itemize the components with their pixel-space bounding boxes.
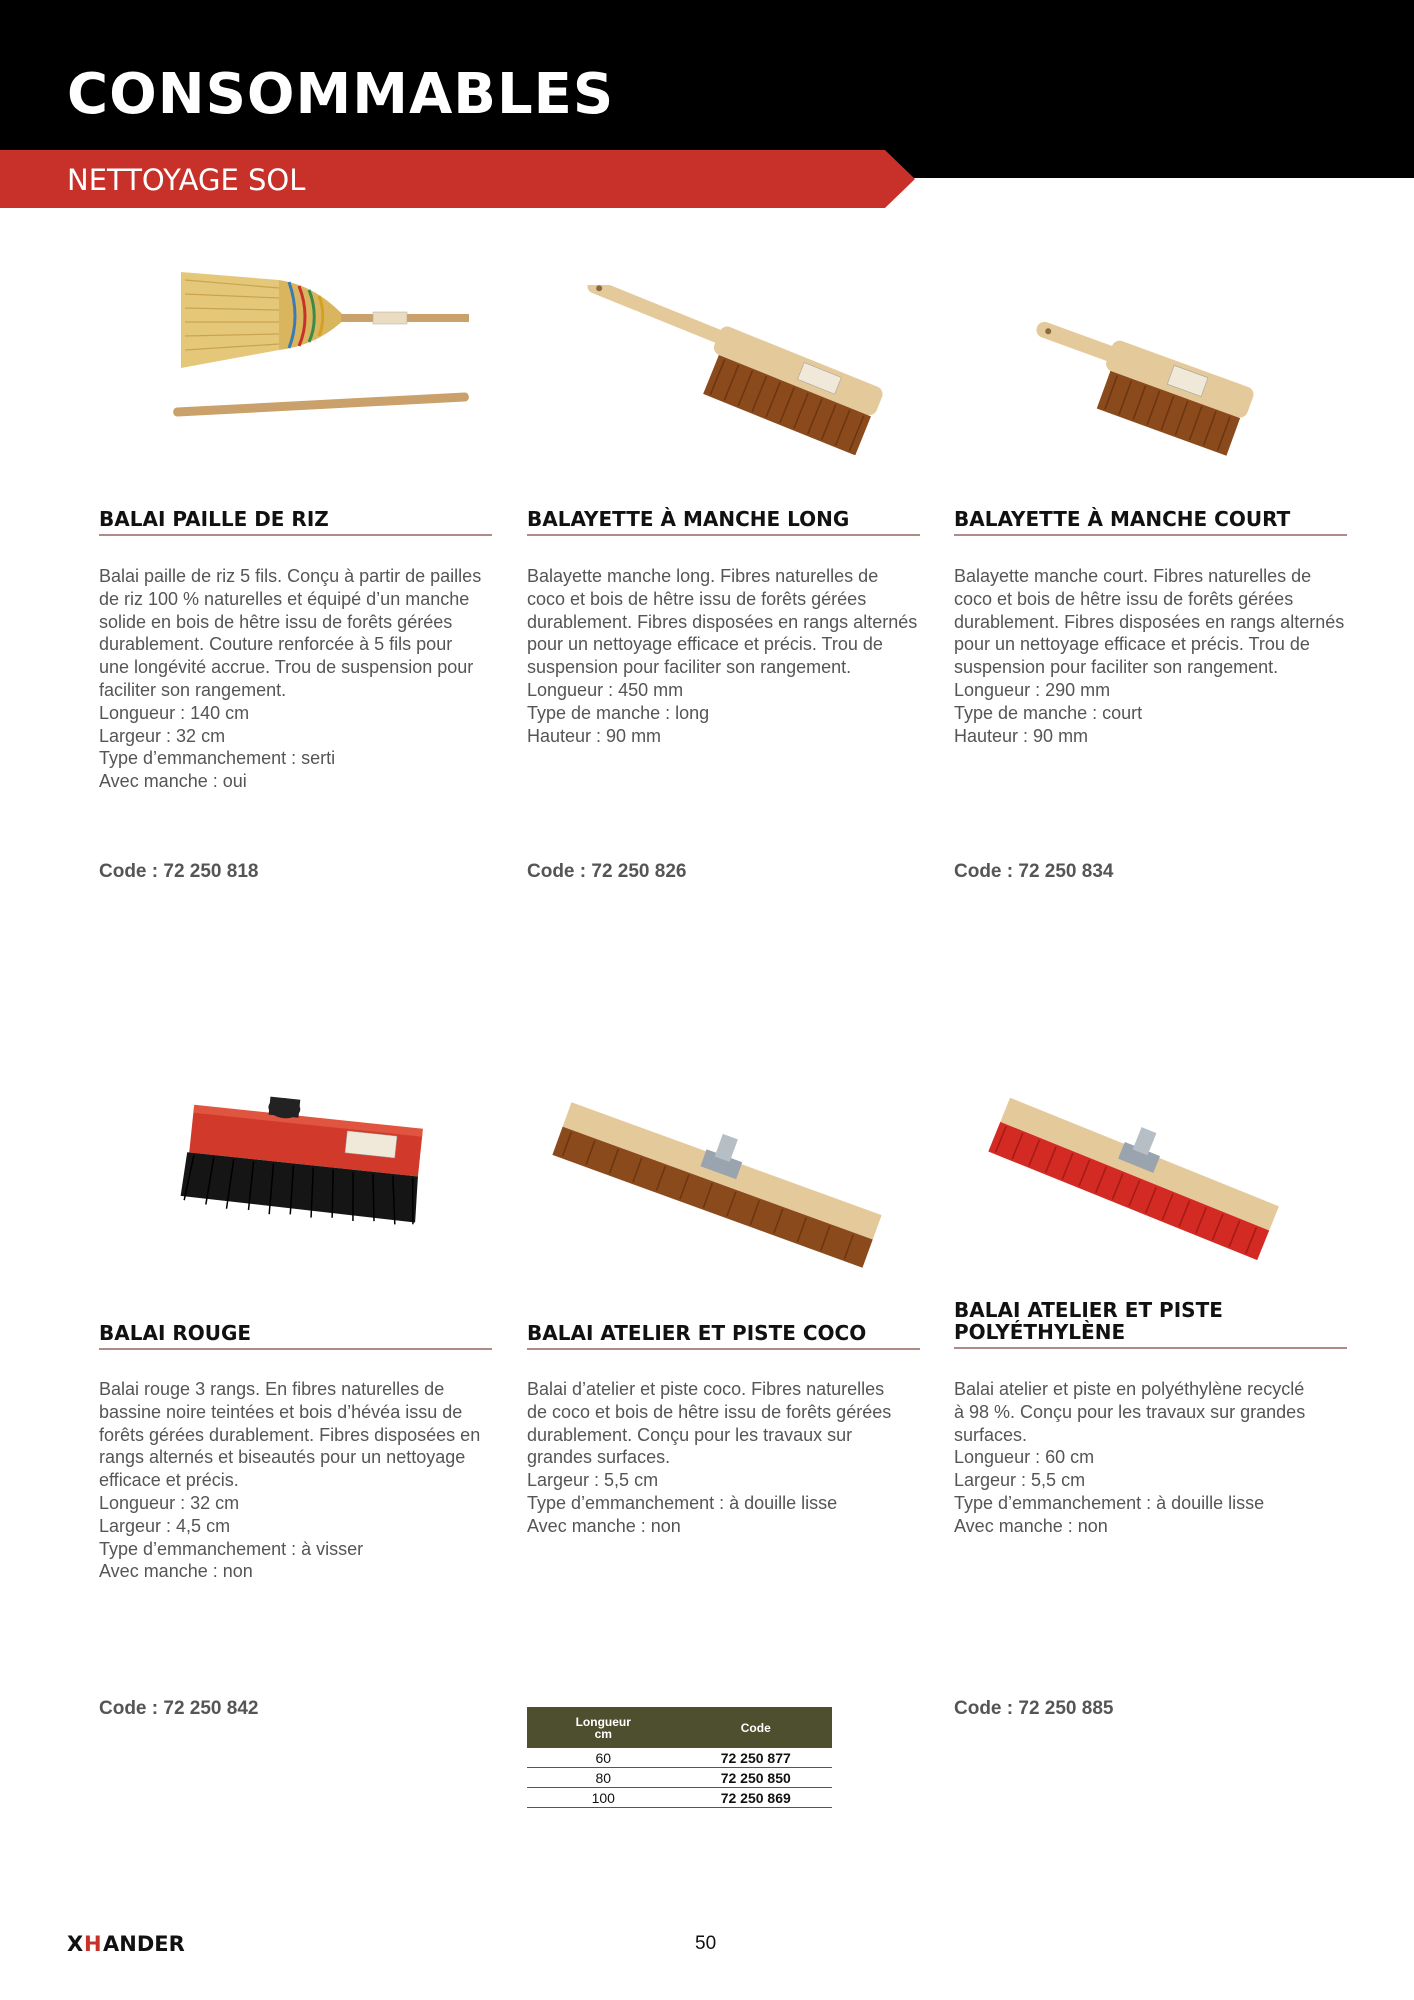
desc-line: Balayette manche court. Fibres naturelles de (954, 566, 1312, 586)
product-code: Code : 72 250 826 (527, 861, 687, 882)
desc-line: à 98 %. Conçu pour les travaux sur grandes (954, 1401, 1306, 1422)
spec-fitting: Type d’emmanchement : à douille lisse (527, 1492, 838, 1513)
product-code: Code : 72 250 885 (954, 1698, 1114, 1719)
desc-line: Balai paille de riz 5 fils. Conçu à partir de pailles (99, 566, 482, 586)
spec-fitting: Type d’emmanchement : serti (99, 748, 336, 769)
product-name: BALAI ROUGE (99, 1322, 492, 1350)
spec-handle-type: Type de manche : long (527, 702, 710, 723)
product-code: Code : 72 250 842 (99, 1698, 259, 1719)
product-name: BALAYETTE À MANCHE COURT (954, 508, 1347, 536)
desc-line: surfaces. (954, 1424, 1028, 1445)
spec-handle: Avec manche : non (99, 1561, 253, 1582)
column-header-length: Longueur cm (527, 1707, 680, 1748)
svg-text:H: H (84, 1932, 102, 1956)
page-title: CONSOMMABLES (67, 62, 615, 127)
spec-handle: Avec manche : non (954, 1515, 1108, 1536)
desc-line: durablement. Conçu pour les travaux sur (527, 1424, 853, 1445)
product-name-line: BALAI ATELIER ET PISTE (954, 1298, 1223, 1322)
product-description (527, 565, 923, 747)
table-row (527, 1788, 832, 1808)
desc-line: suspension pour faciliter son rangement. (527, 657, 852, 678)
product-name-line: POLYÉTHYLÈNE (954, 1320, 1126, 1344)
product-image-short-brush (1014, 318, 1254, 468)
cell-length: 60 (527, 1748, 680, 1768)
spec-handle: Avec manche : non (527, 1515, 681, 1536)
product-description (527, 1378, 923, 1538)
spec-fitting: Type d’emmanchement : à douille lisse (954, 1492, 1265, 1513)
spec-width: Largeur : 5,5 cm (527, 1470, 659, 1491)
spec-handle: Avec manche : oui (99, 771, 247, 792)
desc-line: de coco et bois de hêtre issu de forêts gérées (527, 1401, 892, 1422)
product-description (954, 565, 1350, 747)
desc-line: Balai atelier et piste en polyéthylène recyclé (954, 1379, 1305, 1399)
product-image-coco-broom (547, 1095, 887, 1285)
product-name: BALAI PAILLE DE RIZ (99, 508, 492, 536)
product-image-red-broom (169, 1080, 429, 1250)
desc-line: pour un nettoyage efficace et précis. Trou de (954, 634, 1310, 655)
desc-line: coco et bois de hêtre issu de forêts gérées (954, 588, 1294, 609)
spec-width: Largeur : 32 cm (99, 725, 226, 746)
desc-line: efficace et précis. (99, 1470, 239, 1491)
spec-height: Hauteur : 90 mm (527, 725, 662, 746)
desc-line: durablement. Couture renforcée à 5 fils pour (99, 634, 453, 655)
product-name: BALAYETTE À MANCHE LONG (527, 508, 920, 536)
desc-line: Balai rouge 3 rangs. En fibres naturelles de (99, 1379, 445, 1399)
cell-code: 72 250 877 (680, 1748, 833, 1768)
desc-line: pour un nettoyage efficace et précis. Trou de (527, 634, 883, 655)
product-image-polyethylene-broom (984, 1088, 1284, 1278)
product-description (954, 1378, 1350, 1538)
brand-logo (67, 1930, 227, 1961)
spec-width: Largeur : 4,5 cm (99, 1515, 231, 1536)
spec-fitting: Type d’emmanchement : à visser (99, 1538, 364, 1559)
spec-length: Longueur : 60 cm (954, 1447, 1095, 1468)
spec-height: Hauteur : 90 mm (954, 725, 1089, 746)
desc-line: solide en bois de hêtre issu de forêts gérées (99, 611, 453, 632)
column-header-code: Code (680, 1707, 833, 1748)
product-image-long-brush (557, 285, 887, 455)
svg-text:X: X (67, 1932, 84, 1956)
table-row (527, 1748, 832, 1768)
cell-code: 72 250 869 (680, 1788, 833, 1808)
table-header-row (527, 1707, 832, 1748)
desc-line: suspension pour faciliter son rangement. (954, 657, 1279, 678)
spec-width: Largeur : 5,5 cm (954, 1470, 1086, 1491)
desc-line: coco et bois de hêtre issu de forêts gérées (527, 588, 867, 609)
product-name: BALAI ATELIER ET PISTE COCO (527, 1322, 920, 1350)
desc-line: faciliter son rangement. (99, 679, 287, 700)
desc-line: durablement. Fibres disposées en rangs alternés (954, 611, 1345, 632)
product-description (99, 1378, 495, 1583)
product-image-rice-broom (161, 250, 471, 450)
size-code-table (527, 1707, 832, 1808)
desc-line: forêts gérées durablement. Fibres disposées en (99, 1424, 481, 1445)
spec-length: Longueur : 450 mm (527, 679, 684, 700)
desc-line: Balayette manche long. Fibres naturelles de (527, 566, 879, 586)
desc-line: Balai d’atelier et piste coco. Fibres naturelles (527, 1379, 885, 1399)
desc-line: une longévité accrue. Trou de suspension pour (99, 657, 474, 678)
desc-line: de riz 100 % naturelles et équipé d’un manche (99, 588, 470, 609)
spec-length: Longueur : 290 mm (954, 679, 1111, 700)
cell-length: 80 (527, 1768, 680, 1788)
svg-text:ANDER: ANDER (103, 1932, 185, 1956)
desc-line: grandes surfaces. (527, 1447, 671, 1468)
product-description (99, 565, 495, 793)
desc-line: rangs alternés et biseautés pour un nettoyage (99, 1447, 466, 1468)
desc-line: durablement. Fibres disposées en rangs alternés (527, 611, 918, 632)
section-title: NETTOYAGE SOL (67, 163, 306, 197)
cell-length: 100 (527, 1788, 680, 1808)
product-name (954, 1299, 1347, 1349)
product-code: Code : 72 250 834 (954, 861, 1114, 882)
table-row (527, 1768, 832, 1788)
spec-length: Longueur : 32 cm (99, 1492, 240, 1513)
desc-line: bassine noire teintées et bois d’hévéa issu de (99, 1401, 463, 1422)
cell-code: 72 250 850 (680, 1768, 833, 1788)
product-code: Code : 72 250 818 (99, 861, 259, 882)
spec-length: Longueur : 140 cm (99, 702, 250, 723)
page-number: 50 (695, 1933, 717, 1954)
spec-handle-type: Type de manche : court (954, 702, 1143, 723)
